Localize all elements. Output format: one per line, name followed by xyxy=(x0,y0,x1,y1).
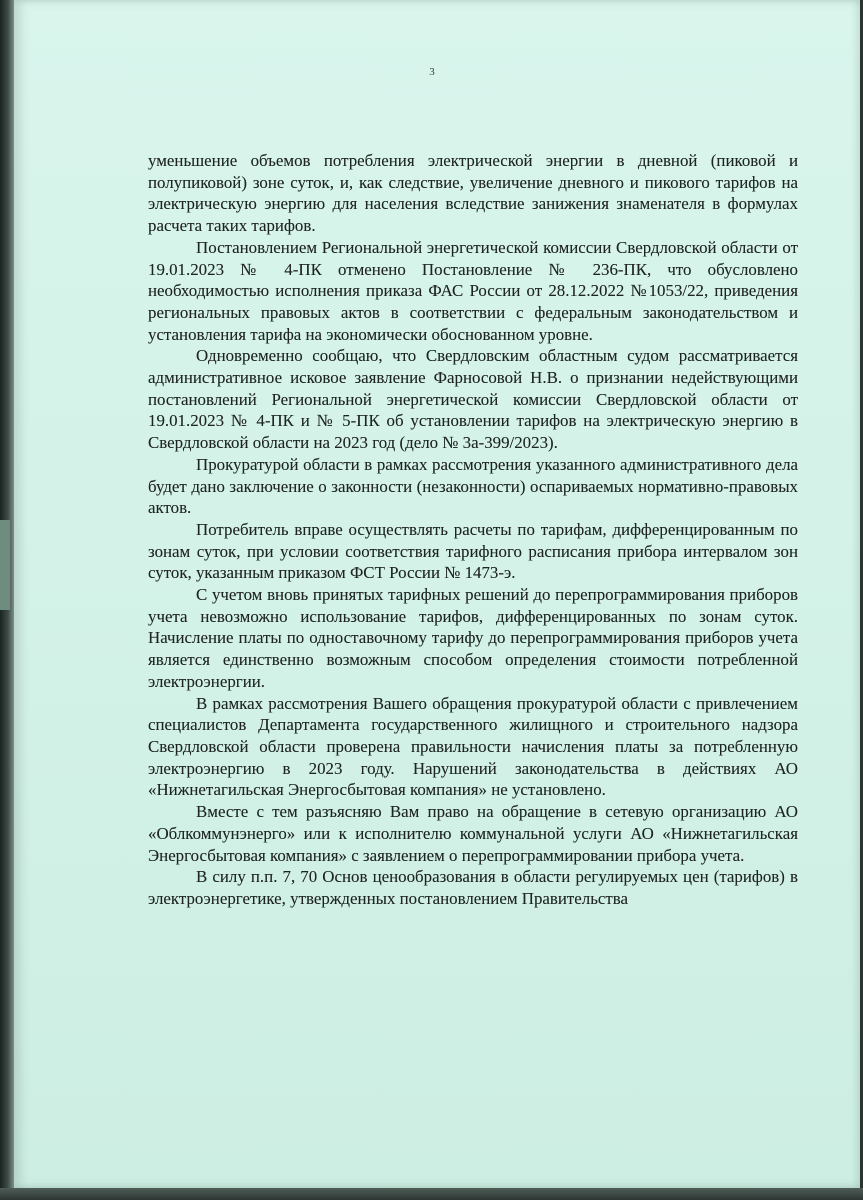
page-left-edge-tab xyxy=(0,520,10,610)
paragraph-pricing-basics: В силу п.п. 7, 70 Основ ценообразования в области регулируемых цен (тарифов) в электроэнергетике, утвержденных постановлением Правительства xyxy=(148,867,798,908)
page-bottom-edge xyxy=(0,1188,863,1200)
page-number: 3 xyxy=(429,66,435,78)
paragraph-inspection-results: В рамках рассмотрения Вашего обращения прокуратурой области с привлечением специалистов Департамента государственного жилищного и строительного надзора Свердловской области проверена правильности начисления платы за потребленную электроэнергию в 2023 году. Нарушений законодательства в действиях АО «Нижнетагильская Энергосбытовая компания» не установлено. xyxy=(148,693,798,800)
paragraph-court-claim: Одновременно сообщаю, что Свердловским областным судом рассматривается административное исковое заявление Фарносовой Н.В. о признании недействующими постановлений Региональной энергетической комиссии Свердловской области от 19.01.2023 № 4-ПК и № 5-ПК об установлении тарифов на электрическую энергию в Свердловской области на 2023 год (дело № 3а-399/2023). xyxy=(148,346,798,453)
paragraph-tariff-decisions: С учетом вновь принятых тарифных решений до перепрограммирования приборов учета невозможно использование тарифов, дифференцированных по зонам суток. Начисление платы по одноставочному тарифу до перепрограммирования приборов учета является единственно возможным способом определения стоимости потребленной электроэнергии. xyxy=(148,585,798,691)
paragraph-prosecutor-conclusion: Прокуратурой области в рамках рассмотрения указанного административного дела будет дано заключение о законности (незаконности) оспариваемых нормативно-правовых актов. xyxy=(148,454,798,518)
paragraph-continuation: уменьшение объемов потребления электрической энергии в дневной (пиковой и полупиковой) зоне суток, и, как следствие, увеличение дневного и пикового тарифов на электрическую энергию для населения вследствие занижения знаменателя в формулах расчета таких тарифов. xyxy=(148,151,798,236)
paragraph-reprogramming-right: Вместе с тем разъясняю Вам право на обращение в сетевую организацию АО «Облкоммунэнерго» или к исполнителю коммунальной услуги АО «Нижнетагильская Энергосбытовая компания» с заявлением о перепрограммировании прибора учета. xyxy=(148,802,798,865)
document-body xyxy=(148,150,798,910)
paragraph-consumer-rights: Потребитель вправе осуществлять расчеты по тарифам, дифференцированным по зонам суток, при условии соответствия тарифного расписания прибора интервалом зон суток, указанным приказом ФСТ России № 1473-э. xyxy=(148,519,798,583)
paragraph-resolution-rek: Постановлением Региональной энергетической комиссии Свердловской области от 19.01.2023 № 4-ПК отменено Постановление № 236-ПК, что обусловлено необходимостью исполнения приказа ФАС России от 28.12.2022 №1053/22, приведения региональных правовых актов в соответствии с федеральным законодательством и установления тарифа на экономически обоснованном уровне. xyxy=(148,237,798,344)
